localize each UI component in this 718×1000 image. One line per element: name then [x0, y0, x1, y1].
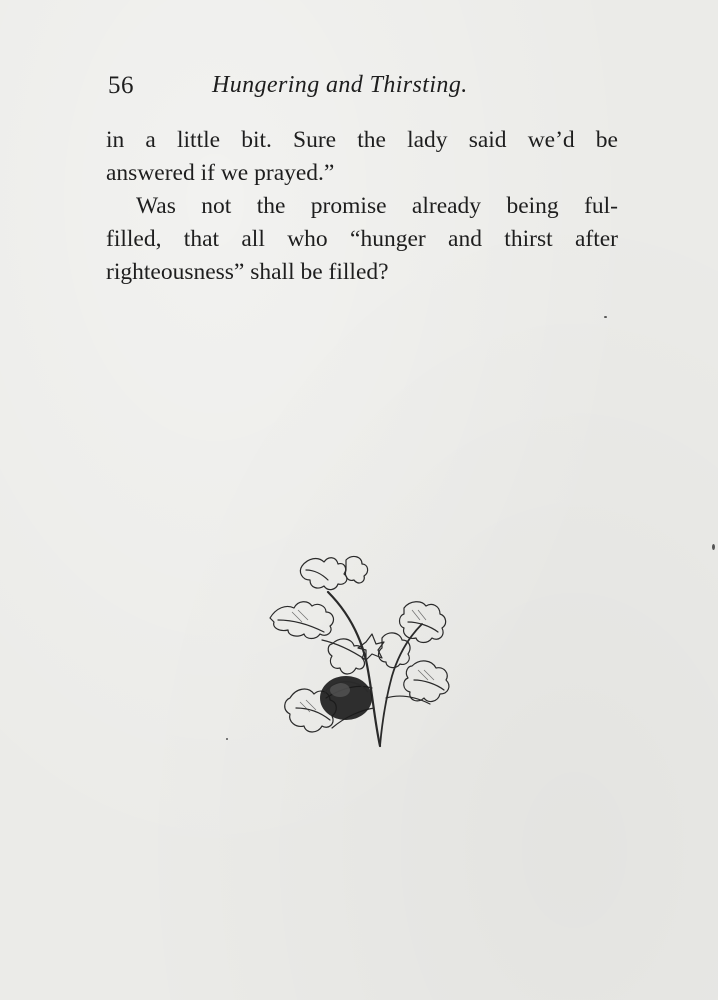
running-head: [108, 72, 618, 106]
text-line: in a little bit. Sure the lady said we’d be: [106, 127, 618, 153]
paper-speck: [604, 316, 607, 318]
running-title: Hungering and Thirsting.: [212, 72, 468, 98]
text-line: righteousness” shall be filled?: [106, 259, 389, 285]
paper-speck: [226, 738, 228, 740]
botanical-sprig-icon: [262, 548, 467, 753]
body-text: [106, 124, 618, 289]
page-number: 56: [108, 72, 134, 99]
text-line: Was not the promise already being ful-: [136, 193, 618, 219]
paper-speck: [712, 544, 715, 550]
text-line: filled, that all who “hunger and thirst after: [106, 226, 618, 252]
text-line: answered if we prayed.”: [106, 160, 335, 186]
